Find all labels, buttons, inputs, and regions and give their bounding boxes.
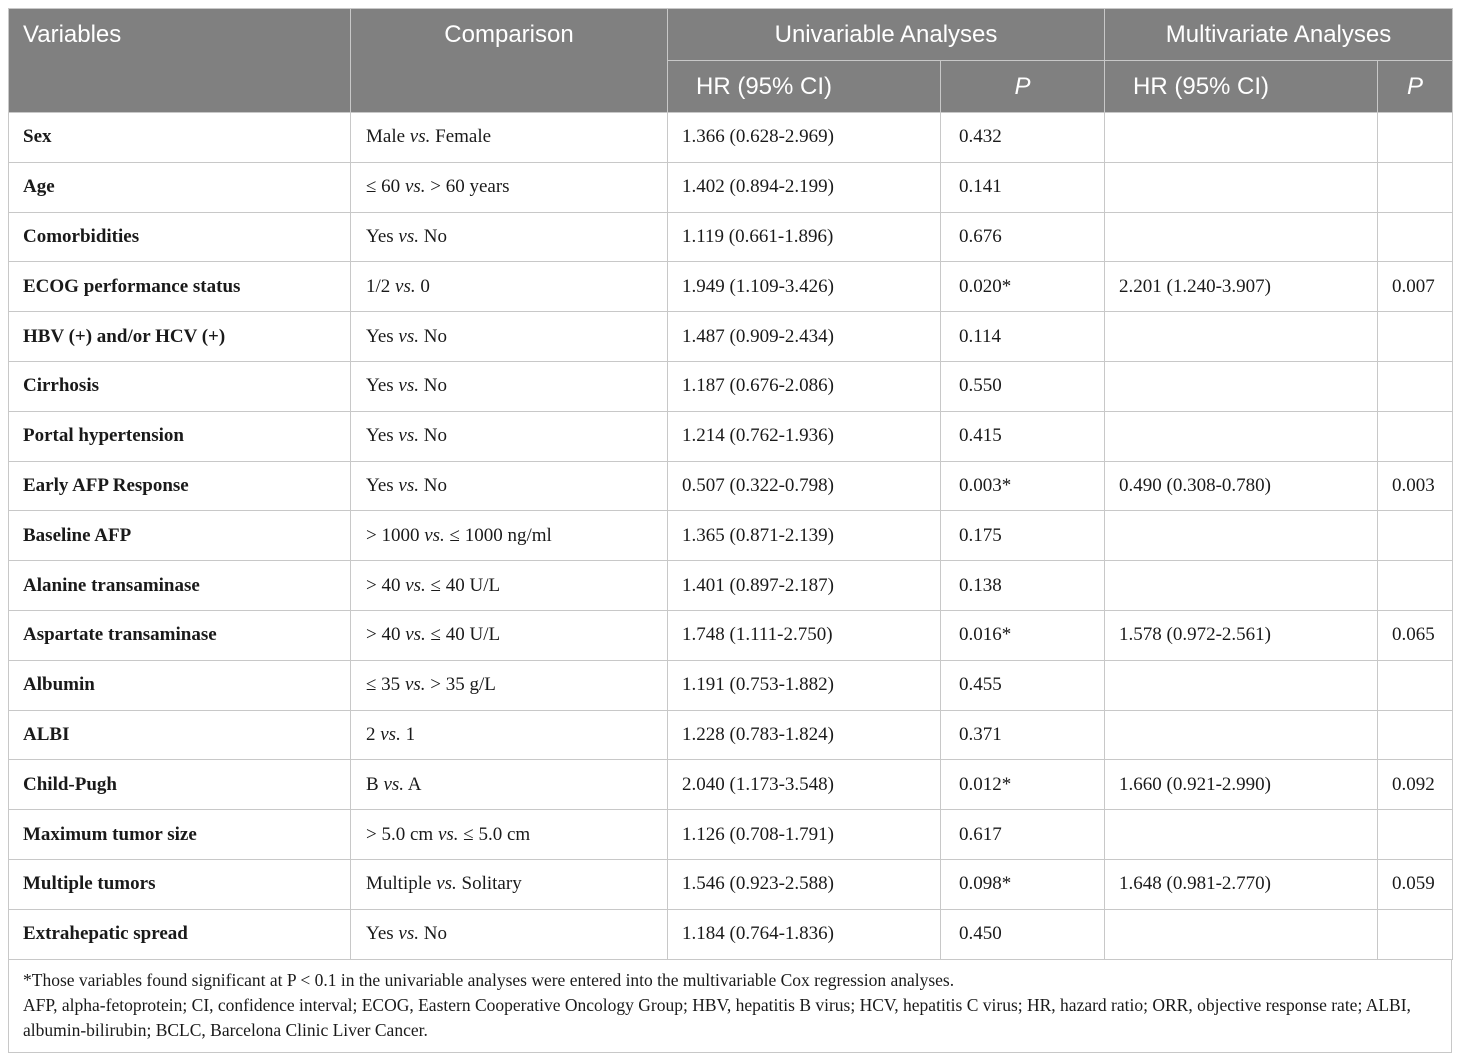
cell-p-multivariate xyxy=(1378,113,1453,163)
table-row xyxy=(9,760,1453,810)
cell-p-univariable: 0.003* xyxy=(941,461,1105,511)
cell-hr-univariable: 1.487 (0.909-2.434) xyxy=(668,312,941,362)
comparison-vs: vs. xyxy=(395,275,416,297)
cell-p-univariable: 0.098* xyxy=(941,859,1105,909)
cell-comparison xyxy=(351,113,668,163)
comparison-vs: vs. xyxy=(436,873,457,895)
cell-p-multivariate xyxy=(1378,162,1453,212)
cell-hr-multivariate: 1.660 (0.921-2.990) xyxy=(1105,760,1378,810)
cell-p-multivariate: 0.007 xyxy=(1378,262,1453,312)
comparison-left: > 5.0 cm xyxy=(366,823,438,845)
cox-regression-table xyxy=(8,8,1453,960)
comparison-right: ≤ 1000 ng/ml xyxy=(444,524,552,546)
cell-hr-univariable: 1.191 (0.753-1.882) xyxy=(668,660,941,710)
cell-hr-univariable: 1.184 (0.764-1.836) xyxy=(668,909,941,959)
comparison-vs: vs. xyxy=(398,425,419,447)
cell-p-multivariate xyxy=(1378,511,1453,561)
header-p-univariable: P xyxy=(941,61,1105,113)
cell-hr-univariable: 1.546 (0.923-2.588) xyxy=(668,859,941,909)
comparison-vs: vs. xyxy=(398,474,419,496)
table-row xyxy=(9,810,1453,860)
table-row xyxy=(9,162,1453,212)
cell-variable: Early AFP Response xyxy=(9,461,351,511)
table-header xyxy=(9,9,1453,113)
table-row xyxy=(9,610,1453,660)
comparison-left: ≤ 60 xyxy=(366,176,405,198)
comparison-right: No xyxy=(418,225,447,247)
cell-p-multivariate xyxy=(1378,660,1453,710)
cell-variable: Sex xyxy=(9,113,351,163)
header-hr-multivariate: HR (95% CI) xyxy=(1105,61,1378,113)
table-row xyxy=(9,361,1453,411)
cell-p-multivariate: 0.059 xyxy=(1378,859,1453,909)
cell-comparison xyxy=(351,760,668,810)
cell-hr-univariable: 1.401 (0.897-2.187) xyxy=(668,561,941,611)
cell-p-univariable: 0.020* xyxy=(941,262,1105,312)
table-container xyxy=(8,8,1452,1053)
cell-hr-univariable: 1.228 (0.783-1.824) xyxy=(668,710,941,760)
cell-p-univariable: 0.141 xyxy=(941,162,1105,212)
cell-hr-multivariate xyxy=(1105,162,1378,212)
footnote-abbreviations: AFP, alpha-fetoprotein; CI, confidence interval; ECOG, Eastern Cooperative Oncology Group; HBV, hepatitis B virus; HCV, hepatitis C virus; HR, hazard ratio; ORR, objective response rate; ALBI, albumin-bilirubin; BCLC, Barcelona Clinic Liver Cancer. xyxy=(23,994,1411,1040)
header-multivariate: Multivariate Analyses xyxy=(1105,9,1453,61)
comparison-right: No xyxy=(418,425,447,447)
cell-comparison xyxy=(351,909,668,959)
comparison-vs: vs. xyxy=(398,923,419,945)
cell-hr-univariable: 1.748 (1.111-2.750) xyxy=(668,610,941,660)
cell-p-multivariate xyxy=(1378,212,1453,262)
comparison-right: ≤ 5.0 cm xyxy=(458,823,531,845)
cell-hr-multivariate xyxy=(1105,561,1378,611)
cell-variable: Multiple tumors xyxy=(9,859,351,909)
cell-hr-univariable: 1.126 (0.708-1.791) xyxy=(668,810,941,860)
cell-p-univariable: 0.550 xyxy=(941,361,1105,411)
table-row xyxy=(9,859,1453,909)
comparison-left: Yes xyxy=(366,375,399,397)
comparison-left: Yes xyxy=(366,923,399,945)
cell-hr-multivariate: 1.578 (0.972-2.561) xyxy=(1105,610,1378,660)
comparison-right: > 35 g/L xyxy=(425,674,496,696)
comparison-right: ≤ 40 U/L xyxy=(425,624,501,646)
header-univariable: Univariable Analyses xyxy=(668,9,1105,61)
cell-hr-univariable: 1.365 (0.871-2.139) xyxy=(668,511,941,561)
cell-hr-multivariate: 0.490 (0.308-0.780) xyxy=(1105,461,1378,511)
cell-comparison xyxy=(351,610,668,660)
comparison-right: Solitary xyxy=(456,873,522,895)
cell-hr-univariable: 2.040 (1.173-3.548) xyxy=(668,760,941,810)
cell-p-univariable: 0.114 xyxy=(941,312,1105,362)
cell-p-multivariate xyxy=(1378,909,1453,959)
cell-hr-univariable: 1.187 (0.676-2.086) xyxy=(668,361,941,411)
comparison-vs: vs. xyxy=(383,773,405,795)
header-comparison: Comparison xyxy=(351,9,668,113)
table-body xyxy=(9,113,1453,960)
table-row xyxy=(9,710,1453,760)
comparison-right: A xyxy=(404,773,422,795)
cell-p-multivariate xyxy=(1378,312,1453,362)
comparison-vs: vs. xyxy=(409,126,431,148)
cell-p-multivariate: 0.065 xyxy=(1378,610,1453,660)
cell-hr-multivariate xyxy=(1105,212,1378,262)
cell-p-multivariate xyxy=(1378,561,1453,611)
comparison-vs: vs. xyxy=(404,674,426,696)
table-row xyxy=(9,411,1453,461)
header-variables: Variables xyxy=(9,9,351,113)
comparison-left: > 40 xyxy=(366,624,406,646)
cell-variable: ALBI xyxy=(9,710,351,760)
comparison-right: 0 xyxy=(415,275,430,297)
comparison-right: Female xyxy=(430,126,492,148)
cell-variable: Baseline AFP xyxy=(9,511,351,561)
cell-variable: Age xyxy=(9,162,351,212)
cell-variable: Aspartate transaminase xyxy=(9,610,351,660)
cell-variable: Maximum tumor size xyxy=(9,810,351,860)
cell-p-multivariate xyxy=(1378,411,1453,461)
comparison-left: Male xyxy=(366,126,410,148)
comparison-right: No xyxy=(418,375,447,397)
table-row xyxy=(9,511,1453,561)
table-row xyxy=(9,660,1453,710)
cell-comparison xyxy=(351,411,668,461)
cell-hr-univariable: 0.507 (0.322-0.798) xyxy=(668,461,941,511)
cell-comparison xyxy=(351,660,668,710)
table-footnote xyxy=(8,960,1452,1053)
cell-comparison xyxy=(351,561,668,611)
cell-p-univariable: 0.371 xyxy=(941,710,1105,760)
cell-variable: ECOG performance status xyxy=(9,262,351,312)
header-hr-univariable: HR (95% CI) xyxy=(668,61,941,113)
comparison-vs: vs. xyxy=(398,225,419,247)
cell-hr-multivariate xyxy=(1105,361,1378,411)
cell-comparison xyxy=(351,361,668,411)
table-row xyxy=(9,312,1453,362)
comparison-right: No xyxy=(418,474,447,496)
cell-hr-multivariate xyxy=(1105,660,1378,710)
cell-hr-univariable: 1.119 (0.661-1.896) xyxy=(668,212,941,262)
cell-hr-multivariate xyxy=(1105,810,1378,860)
comparison-vs: vs. xyxy=(398,375,419,397)
cell-variable: Alanine transaminase xyxy=(9,561,351,611)
table-row xyxy=(9,262,1453,312)
comparison-vs: vs. xyxy=(405,624,426,646)
cell-comparison xyxy=(351,859,668,909)
footnote-significance: *Those variables found significant at P < 0.1 in the univariable analyses were entered into the multivariable Cox regression analyses. xyxy=(23,969,955,990)
comparison-left: 1/2 xyxy=(366,275,396,297)
comparison-left: ≤ 35 xyxy=(366,674,405,696)
comparison-vs: vs. xyxy=(380,723,401,745)
cell-hr-multivariate xyxy=(1105,909,1378,959)
cell-p-univariable: 0.432 xyxy=(941,113,1105,163)
cell-variable: Portal hypertension xyxy=(9,411,351,461)
table-row xyxy=(9,909,1453,959)
cell-hr-multivariate: 2.201 (1.240-3.907) xyxy=(1105,262,1378,312)
header-p-multivariate: P xyxy=(1378,61,1453,113)
cell-hr-univariable: 1.366 (0.628-2.969) xyxy=(668,113,941,163)
cell-variable: Cirrhosis xyxy=(9,361,351,411)
cell-hr-univariable: 1.402 (0.894-2.199) xyxy=(668,162,941,212)
cell-p-univariable: 0.138 xyxy=(941,561,1105,611)
cell-hr-univariable: 1.949 (1.109-3.426) xyxy=(668,262,941,312)
comparison-left: > 1000 xyxy=(366,524,425,546)
cell-p-univariable: 0.175 xyxy=(941,511,1105,561)
cell-comparison xyxy=(351,710,668,760)
cell-p-univariable: 0.012* xyxy=(941,760,1105,810)
comparison-vs: vs. xyxy=(437,823,459,845)
cell-hr-univariable: 1.214 (0.762-1.936) xyxy=(668,411,941,461)
comparison-left: Yes xyxy=(366,325,399,347)
cell-p-multivariate: 0.092 xyxy=(1378,760,1453,810)
cell-comparison xyxy=(351,312,668,362)
comparison-right: 1 xyxy=(400,723,416,745)
cell-p-univariable: 0.455 xyxy=(941,660,1105,710)
cell-p-multivariate xyxy=(1378,810,1453,860)
cell-hr-multivariate xyxy=(1105,511,1378,561)
cell-p-univariable: 0.676 xyxy=(941,212,1105,262)
comparison-right: No xyxy=(418,923,447,945)
cell-p-univariable: 0.016* xyxy=(941,610,1105,660)
cell-p-multivariate: 0.003 xyxy=(1378,461,1453,511)
comparison-left: Yes xyxy=(366,474,399,496)
table-row xyxy=(9,561,1453,611)
comparison-left: Multiple xyxy=(366,873,437,895)
comparison-vs: vs. xyxy=(405,574,426,596)
cell-hr-multivariate: 1.648 (0.981-2.770) xyxy=(1105,859,1378,909)
cell-variable: Albumin xyxy=(9,660,351,710)
cell-variable: HBV (+) and/or HCV (+) xyxy=(9,312,351,362)
comparison-vs: vs. xyxy=(404,176,426,198)
table-row xyxy=(9,212,1453,262)
cell-variable: Extrahepatic spread xyxy=(9,909,351,959)
cell-hr-multivariate xyxy=(1105,312,1378,362)
cell-comparison xyxy=(351,461,668,511)
cell-p-univariable: 0.450 xyxy=(941,909,1105,959)
cell-p-multivariate xyxy=(1378,361,1453,411)
cell-hr-multivariate xyxy=(1105,113,1378,163)
comparison-left: 2 xyxy=(366,723,381,745)
comparison-right: ≤ 40 U/L xyxy=(425,574,501,596)
comparison-left: B xyxy=(366,773,384,795)
cell-hr-multivariate xyxy=(1105,411,1378,461)
comparison-right: No xyxy=(418,325,447,347)
cell-variable: Comorbidities xyxy=(9,212,351,262)
comparison-left: Yes xyxy=(366,225,399,247)
table-row xyxy=(9,461,1453,511)
comparison-left: > 40 xyxy=(366,574,406,596)
comparison-left: Yes xyxy=(366,425,399,447)
comparison-right: > 60 years xyxy=(425,176,510,198)
cell-comparison xyxy=(351,511,668,561)
cell-comparison xyxy=(351,810,668,860)
cell-hr-multivariate xyxy=(1105,710,1378,760)
table-row xyxy=(9,113,1453,163)
cell-p-multivariate xyxy=(1378,710,1453,760)
cell-comparison xyxy=(351,212,668,262)
cell-comparison xyxy=(351,262,668,312)
comparison-vs: vs. xyxy=(398,325,419,347)
cell-comparison xyxy=(351,162,668,212)
cell-variable: Child-Pugh xyxy=(9,760,351,810)
cell-p-univariable: 0.617 xyxy=(941,810,1105,860)
cell-p-univariable: 0.415 xyxy=(941,411,1105,461)
comparison-vs: vs. xyxy=(424,524,445,546)
